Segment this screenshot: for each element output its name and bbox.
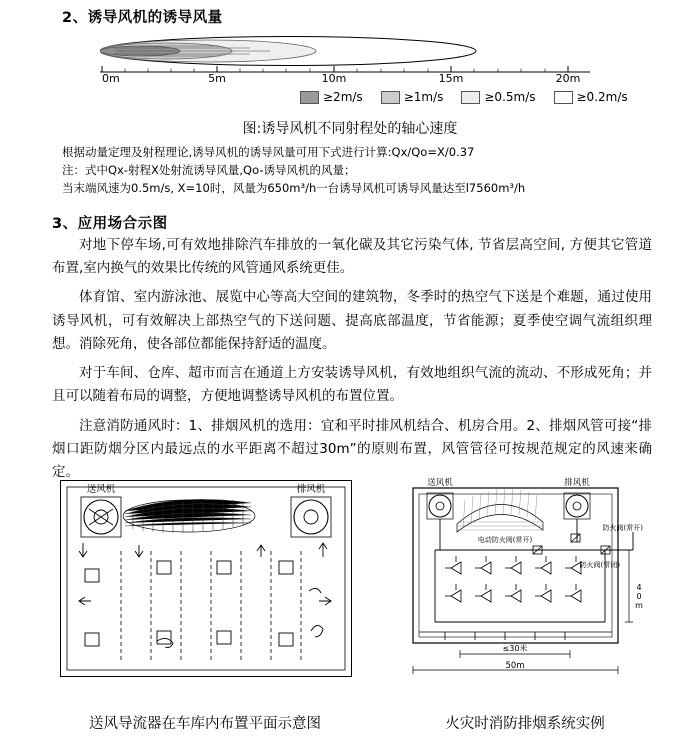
body-text — [52, 234, 652, 490]
velocity-jet-diagram — [100, 30, 590, 82]
garage-plan-svg — [61, 481, 351, 676]
fire-damper-a-label: 电动防火阀(常开) — [477, 536, 533, 544]
x-tick-0: 0m — [102, 72, 120, 82]
paragraph: 对于车间、仓库、超市而言在通道上方安装诱导风机，有效地组织气流的流动、不形成死角；并且可以随着布局的调整，方便地调整诱导风机的布置位置。 — [52, 365, 652, 405]
legend-label: ≥0.2m/s — [576, 90, 628, 104]
exhaust-fan-label: 排风机 — [564, 478, 590, 488]
paragraph: 注意消防通风时：1、排烟风机的选用：宜和平时排风机结合、机房合用。2、排烟风管可接“排烟口距防烟分区内最远点的水平距离不超过30m”的原则布置，风管管径可按规范规定的风速来确定。 — [52, 417, 652, 480]
svg-text:0: 0 — [636, 592, 642, 601]
legend-item-3 — [554, 90, 628, 104]
legend-swatch-icon — [461, 91, 480, 104]
smoke-damper-label: 防火阀(常闭) — [579, 561, 620, 569]
right-diagram-caption: 火灾时消防排烟系统实例 — [445, 716, 605, 732]
legend-item-1 — [381, 90, 444, 104]
legend-label: ≥1m/s — [403, 90, 444, 104]
chart-legend — [300, 90, 628, 104]
formula-notes — [62, 143, 652, 197]
supply-fan-label: 送风机 — [427, 478, 453, 488]
figure-caption: 图:诱导风机不同射程处的轴心速度 — [242, 121, 458, 137]
legend-item-2 — [461, 90, 535, 104]
note-line: 注：式中Qx-射程X处射流诱导风量,Qo-诱导风机的风量； — [62, 163, 356, 178]
svg-text:m: m — [635, 601, 643, 610]
supply-fan-label: 送风机 — [86, 484, 116, 495]
note-line: 当末端风速为0.5m/s, X=10时，风量为650m³/h一台诱导风机可诱导风量达至l7560m³/h — [62, 181, 526, 196]
legend-label: ≥0.5m/s — [484, 90, 536, 104]
section-heading-3: 3、应用场合示图 — [52, 216, 168, 232]
note-line: 根据动量定理及射程理论,诱导风机的诱导风量可用下式进行计算:Qx/Qo=X/0.37 — [62, 145, 475, 159]
legend-swatch-icon — [554, 91, 573, 104]
fire-damper-b-label: 防火阀(常开) — [602, 524, 643, 532]
dim-width-label: ≤30米 — [502, 644, 528, 653]
left-diagram-caption: 送风导流器在车库内布置平面示意图 — [89, 716, 321, 732]
garage-plan-diagram — [60, 480, 352, 677]
dim-total-label: 50m — [505, 661, 525, 671]
paragraph: 对地下停车场,可有效地排除汽车排放的一氧化碳及其它污染气体, 节省层高空间, 方便其它管道布置,室内换气的效果比传统的风管通风系统更佳。 — [52, 237, 652, 277]
dim-height-label: 4 — [636, 583, 642, 592]
exhaust-fan-label: 排风机 — [296, 484, 326, 495]
paragraph: 体育馆、室内游泳池、展览中心等高大空间的建筑物，冬季时的热空气下送是个难题，通过使用诱导风机，可有效解决上部热空气的下送问题、提高底部温度，节省能源；夏季使空调气流组织理想。消除死角，使各部位都能保持舒适的温度。 — [52, 289, 652, 352]
x-tick-5: 5m — [208, 72, 226, 82]
legend-item-0 — [300, 90, 363, 104]
x-tick-20: 20m — [555, 72, 581, 82]
x-tick-15: 15m — [438, 72, 464, 82]
jet-profile-svg — [100, 30, 590, 82]
section-heading-2: 2、诱导风机的诱导风量 — [62, 10, 223, 26]
x-tick-10: 10m — [321, 72, 347, 82]
legend-swatch-icon — [381, 91, 400, 104]
fire-smoke-svg — [405, 472, 645, 682]
fire-smoke-system-diagram — [405, 472, 645, 682]
legend-swatch-icon — [300, 91, 319, 104]
legend-label: ≥2m/s — [323, 90, 363, 104]
